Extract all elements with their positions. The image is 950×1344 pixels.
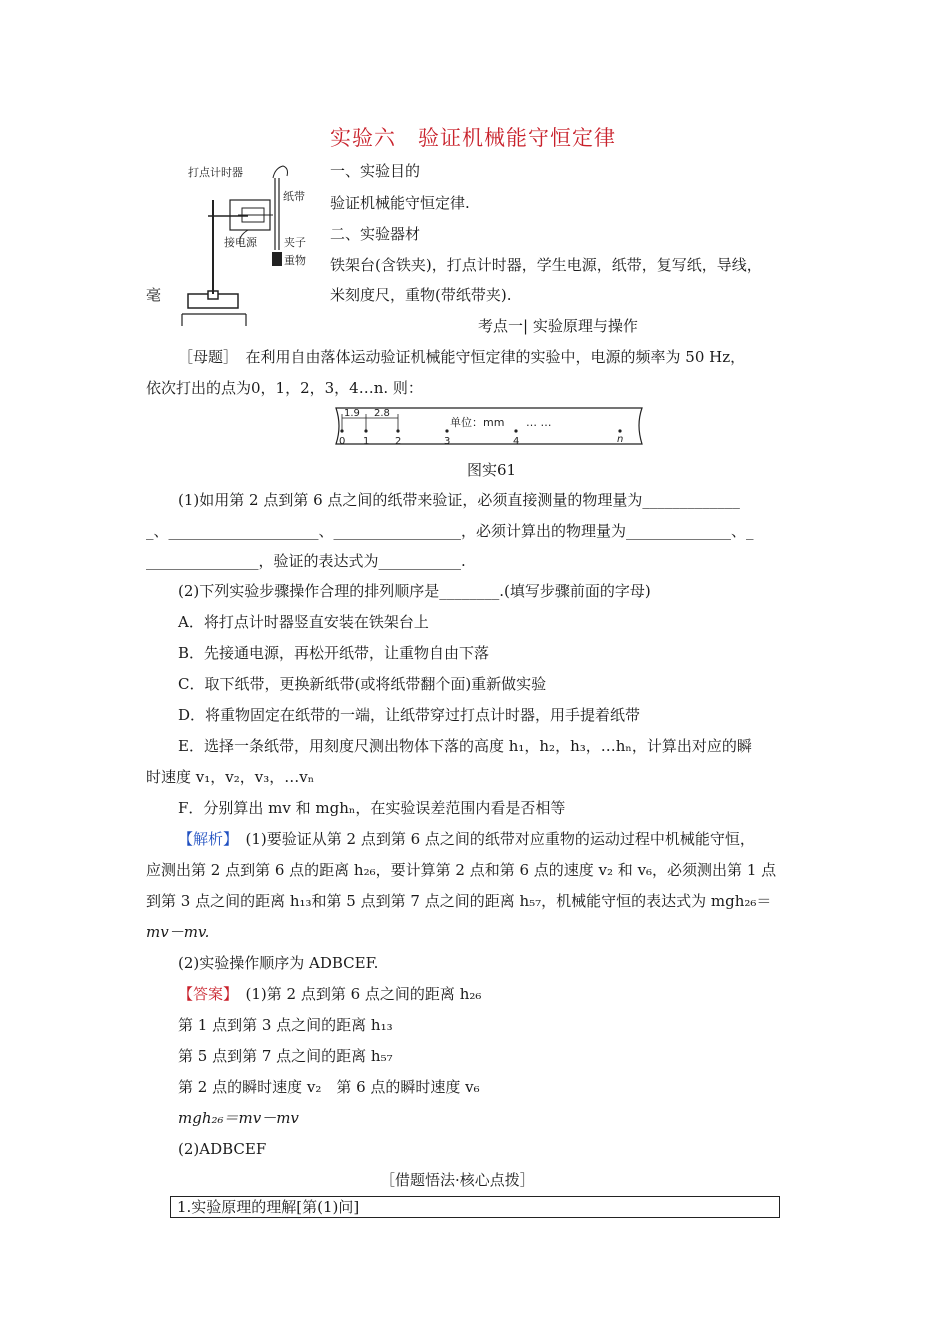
tape-point-n xyxy=(618,429,621,432)
answer-line6: (2)ADBCEF xyxy=(178,1140,267,1158)
answer-line2: 第 1 点到第 3 点之间的距离 h₁₃ xyxy=(178,1016,393,1034)
tape-point-1 xyxy=(364,429,367,432)
q1-line1: (1)如用第 2 点到第 6 点之间的纸带来验证，必须直接测量的物理量为_____________ xyxy=(178,491,740,509)
box-item: 1.实验原理的理解[第(1)问] xyxy=(177,1198,360,1216)
tape-label-3: 3 xyxy=(444,436,451,447)
tape-label-1: 1 xyxy=(363,436,370,447)
tape-seg2: 2.8 xyxy=(374,408,390,419)
tape-point-3 xyxy=(445,429,448,432)
step-e-line2: 时速度 v₁，v₂，v₃，…vₙ xyxy=(146,768,315,786)
section-heading: 考点一| 实验原理与操作 xyxy=(478,317,638,335)
label-weight: 重物 xyxy=(284,254,306,267)
answer-row1 xyxy=(178,984,481,1004)
page-title: 实验六 验证机械能守恒定律 xyxy=(330,126,616,150)
tape-point-2 xyxy=(396,429,399,432)
method-heading: ［借题悟法·核心点拨］ xyxy=(380,1171,535,1189)
tape-figure xyxy=(330,404,650,450)
q1-line3: _______________，验证的表达式为___________. xyxy=(146,552,466,570)
analysis-line2: 应测出第 2 点到第 6 点的距离 h₂₆，要计算第 2 点和第 6 点的速度 v₂ 和 v₆，必须测出第 1 点 xyxy=(146,861,777,879)
tape-point-4 xyxy=(514,429,517,432)
materials-heading: 二、实验器材 xyxy=(330,225,421,243)
method-box xyxy=(170,1196,780,1218)
step-a: A．将打点计时器竖直安装在铁架台上 xyxy=(178,613,429,631)
apparatus-figure xyxy=(178,160,318,330)
step-e-line1: E．选择一条纸带，用刻度尺测出物体下落的高度 h₁，h₂，h₃，…hₙ，计算出对应的瞬 xyxy=(178,737,752,755)
analysis-line4: mv－mv. xyxy=(146,923,210,941)
figure-caption: 图实61 xyxy=(467,461,517,479)
apparatus-drawing xyxy=(178,160,318,330)
answer-tag: 【答案】 xyxy=(178,985,231,1003)
purpose-text: 验证机械能守恒定律. xyxy=(330,194,470,212)
answer-line4: 第 2 点的瞬时速度 v₂ 第 6 点的瞬时速度 v₆ xyxy=(178,1078,480,1096)
materials-line2: 米刻度尺，重物(带纸带夹). xyxy=(330,286,512,304)
problem-line1: ［母题］ 在利用自由落体运动验证机械能守恒定律的实验中，电源的频率为 50 Hz， xyxy=(178,348,746,366)
step-b: B．先接通电源，再松开纸带，让重物自由下落 xyxy=(178,644,490,662)
tape-label-0: 0 xyxy=(339,436,346,447)
tape-dots: … … xyxy=(526,416,552,429)
tape-point-0 xyxy=(340,429,343,432)
tape-unit: 单位：mm xyxy=(450,416,505,429)
materials-line1: 铁架台(含铁夹)，打点计时器，学生电源，纸带，复写纸，导线， xyxy=(330,256,762,274)
analysis-row1 xyxy=(178,829,755,849)
label-clip: 夹子 xyxy=(284,236,306,249)
analysis-line5: (2)实验操作顺序为 ADBCEF. xyxy=(178,954,379,972)
tape-seg1: 1.9 xyxy=(344,408,360,419)
tape-label-n: n xyxy=(617,434,624,445)
label-tape: 纸带 xyxy=(283,190,305,203)
purpose-heading: 一、实验目的 xyxy=(330,162,421,180)
analysis-line3: 到第 3 点之间的距离 h₁₃和第 5 点到第 7 点之间的距离 h₅₇，机械能守恒的表达式为 mgh₂₆＝ xyxy=(146,892,772,910)
analysis-line1: (1)要验证从第 2 点到第 6 点之间的纸带对应重物的运动过程中机械能守恒， xyxy=(230,830,755,848)
problem-line2: 依次打出的点为0，1，2，3，4…n. 则： xyxy=(146,379,423,397)
step-f: F．分别算出 mv 和 mghₙ，在实验误差范围内看是否相等 xyxy=(178,799,566,817)
q1-line2: _、____________________、_________________，必须计算出的物理量为______________、_ xyxy=(146,522,754,540)
step-d: D．将重物固定在纸带的一端，让纸带穿过打点计时器，用手提着纸带 xyxy=(178,706,641,724)
tape-label-4: 4 xyxy=(513,436,520,447)
answer-line1: (1)第 2 点到第 6 点之间的距离 h₂₆ xyxy=(230,985,482,1003)
label-power: 接电源 xyxy=(224,236,257,249)
answer-line5: mgh₂₆＝mv－mv xyxy=(178,1109,299,1127)
step-c: C．取下纸带，更换新纸带(或将纸带翻个面)重新做实验 xyxy=(178,675,547,693)
q2: (2)下列实验步骤操作合理的排列顺序是________.(填写步骤前面的字母) xyxy=(178,582,651,600)
tape-label-2: 2 xyxy=(395,436,402,447)
analysis-tag: 【解析】 xyxy=(178,830,231,848)
answer-line3: 第 5 点到第 7 点之间的距离 h₅₇ xyxy=(178,1047,393,1065)
stray-char: 毫 xyxy=(146,286,162,304)
label-timer: 打点计时器 xyxy=(188,166,243,179)
